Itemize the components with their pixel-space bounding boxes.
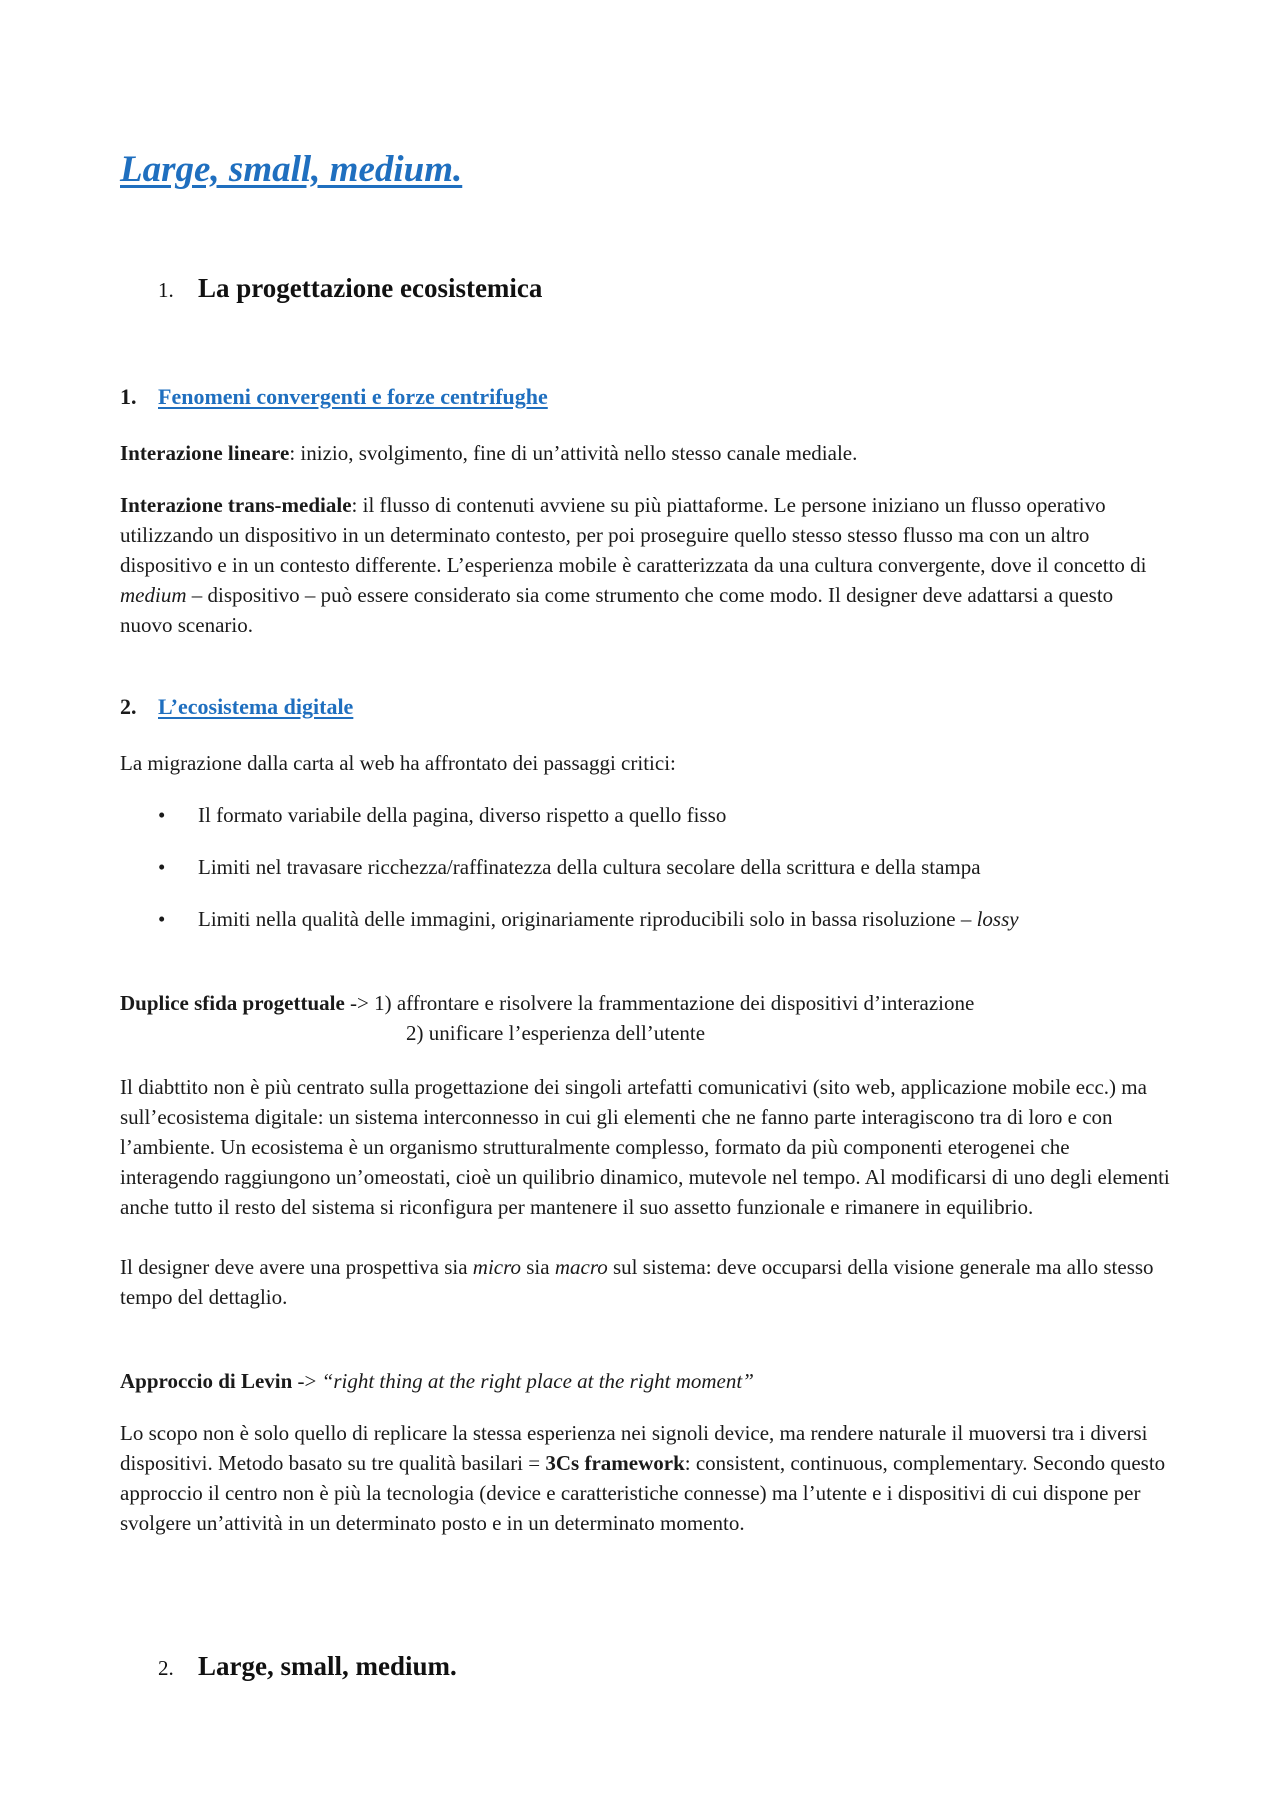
- 3cs-framework-term: 3Cs framework: [545, 1451, 685, 1475]
- levin-arrow: ->: [292, 1369, 322, 1393]
- transmedial-interaction-term: Interazione trans-mediale: [120, 493, 352, 517]
- bullet-icon: •: [158, 803, 166, 827]
- levin-scope-text-a: Lo scopo non è solo quello di replicare la stessa esperienza nei signoli device, ma rendere naturale il muoversi tra i diversi dispositivi. Metodo basato su tre qualità basilari =: [120, 1421, 1148, 1475]
- transmedial-text-a: : il flusso di contenuti avviene su più piattaforme. Le persone iniziano un flusso operativo utilizzando un dispositivo in un determinato contesto, per poi proseguire quello stesso stesso flusso ma con un altro dispositivo e in un contesto differente. L’esperienza mobile è caratterizzata da una cultura convergente, dove il concetto di: [120, 493, 1147, 577]
- levin-quote: “right thing at the right place at the right moment”: [321, 1369, 754, 1393]
- section-2-heading: [120, 694, 353, 720]
- perspective-text-b: sia: [521, 1255, 555, 1279]
- lossy-italic: lossy: [976, 907, 1019, 931]
- levin-scope-text-b: : consistent, continuous, complementary. Secondo questo approccio il centro non è più la tecnologia (device e caratteristiche connesse) ma l’utente e i dispositivi di cui dispone per svolgere un’attività in un determinato posto e in un determinato momento.: [120, 1451, 1166, 1535]
- levin-approach-paragraph: [120, 1366, 1170, 1396]
- dual-challenge-term: Duplice sfida progettuale: [120, 991, 345, 1015]
- transmedial-text-b: – dispositivo – può essere considerato sia come strumento che come modo. Il designer deve adattarsi a questo nuovo scenario.: [120, 583, 1114, 637]
- dual-challenge-paragraph: [120, 988, 1170, 1048]
- bullet-icon: •: [158, 907, 166, 931]
- linear-interaction-term: Interazione lineare: [120, 441, 290, 465]
- chapter-2-heading: [158, 1650, 457, 1682]
- medium-italic: medium: [120, 583, 187, 607]
- chapter-1-heading: [158, 272, 542, 304]
- section-1-link[interactable]: Fenomeni convergenti e forze centrifughe: [158, 384, 548, 409]
- bullet-icon: •: [158, 855, 166, 879]
- chapter-2-title: Large, small, medium.: [198, 1651, 457, 1681]
- chapter-2-number: 2.: [158, 1656, 174, 1680]
- document-title: Large, small, medium.: [120, 149, 463, 190]
- section-1-number: 1.: [120, 384, 137, 409]
- levin-scope-paragraph: [120, 1418, 1170, 1538]
- migration-intro: La migrazione dalla carta al web ha affrontato dei passaggi critici:: [120, 751, 676, 775]
- levin-approach-term: Approccio di Levin: [120, 1369, 293, 1393]
- list-item-text: Limiti nella qualità delle immagini, originariamente riproducibili solo in bassa risoluzione –: [198, 907, 977, 931]
- macro-italic: macro: [554, 1255, 608, 1279]
- micro-italic: micro: [472, 1255, 521, 1279]
- section-2-link[interactable]: L’ecosistema digitale: [158, 694, 354, 719]
- chapter-1-number: 1.: [158, 278, 174, 302]
- transmedial-interaction-paragraph: [120, 490, 1170, 640]
- designer-perspective-paragraph: [120, 1252, 1170, 1312]
- list-item: [158, 904, 1019, 934]
- list-item: [158, 800, 726, 830]
- chapter-1-title: La progettazione ecosistemica: [198, 273, 543, 303]
- section-1-heading: [120, 384, 548, 410]
- perspective-text-c: sul sistema: deve occuparsi della visione generale ma allo stesso tempo del dettaglio.: [120, 1255, 1154, 1309]
- dual-challenge-line-2: 2) unificare l’esperienza dell’utente: [406, 1021, 706, 1045]
- dual-challenge-line-1: -> 1) affrontare e risolvere la frammentazione dei dispositivi d’interazione: [344, 991, 975, 1015]
- perspective-text-a: Il designer deve avere una prospettiva sia: [120, 1255, 473, 1279]
- linear-interaction-paragraph: [120, 438, 1170, 468]
- list-item-text: Limiti nel travasare ricchezza/raffinatezza della cultura secolare della scrittura e della stampa: [198, 855, 981, 879]
- ecosystem-paragraph: Il diabttito non è più centrato sulla progettazione dei singoli artefatti comunicativi (sito web, applicazione mobile ecc.) ma sull’ecosistema digitale: un sistema interconnesso in cui gli elementi che ne fanno parte interagiscono tra di loro e con l’ambiente. Un ecosistema è un organismo strutturalmente complesso, formato da più componenti eterogenei che interagendo raggiungono un’omeostati, cioè un quilibrio dinamico, mutevole nel tempo. Al modificarsi di uno degli elementi anche tutto il resto del sistema si riconfigura per mantenere il suo assetto funzionale e rimanere in equilibrio.: [120, 1075, 1170, 1219]
- section-2-number: 2.: [120, 694, 137, 719]
- linear-interaction-text: : inizio, svolgimento, fine di un’attività nello stesso canale mediale.: [289, 441, 858, 465]
- list-item-text: Il formato variabile della pagina, diverso rispetto a quello fisso: [198, 803, 727, 827]
- list-item: [158, 852, 981, 882]
